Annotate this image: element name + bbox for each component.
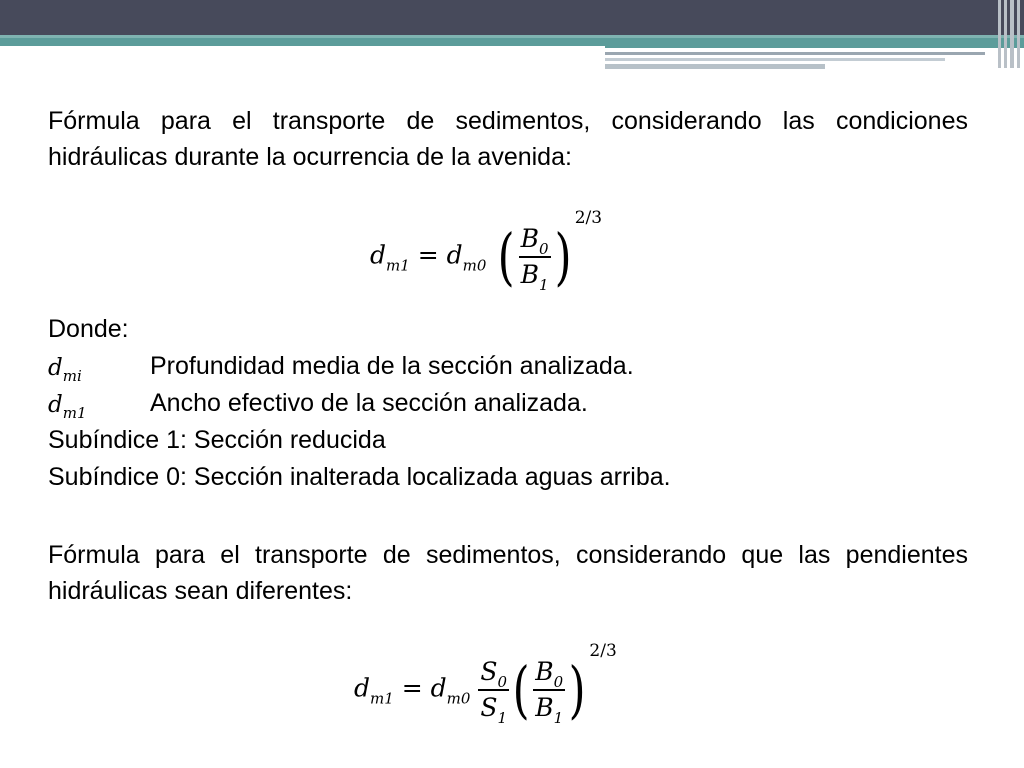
eq1-rhs: d: [446, 240, 463, 270]
equation-pendientes: $d_{m1} = d_{m0}$ $\frac{S_0}{S_1}$ ( $\frac{B_0}{B_1}$ )$^{2/3}$: [354, 641, 617, 727]
definition-text: Profundidad media de la sección analizada.: [150, 352, 634, 380]
eq2-rhs: d: [430, 673, 447, 703]
eq2-frac-den: B: [535, 693, 554, 722]
eq2-slope-fraction: [478, 655, 509, 725]
header-right-bars: [996, 0, 1024, 70]
eq2-s-num: S: [480, 657, 498, 686]
eq2-s-num-sub: 0: [497, 673, 508, 691]
eq1-rhs-sub: m0: [462, 256, 487, 275]
eq2-exponent: 2/3: [589, 641, 617, 661]
definition-text: Ancho efectivo de la sección analizada.: [150, 389, 588, 417]
eq1-frac-num: B: [520, 224, 539, 253]
eq1-equals: =: [417, 240, 439, 270]
eq2-frac-num-sub: 0: [553, 673, 564, 691]
eq1-lhs-sub: m1: [386, 256, 410, 275]
definition-symbol: $d_{mi}$: [48, 355, 82, 385]
eq2-lhs: d: [354, 673, 371, 703]
subindex-1: Subíndice 1: Sección reducida: [48, 426, 386, 454]
paragraph-intro-pendientes: Fórmula para el transporte de sedimentos, considerando que las pendientes hidráulicas sean diferentes:: [48, 541, 968, 605]
equation-avenida: $d_{m1} = d_{m0}$ ( $\frac{B_0}{B_1}$ )$^{2/3}$: [370, 208, 603, 294]
header-accent-line: [605, 58, 945, 61]
header-teal-highlight: [0, 35, 1024, 38]
eq1-frac-num-sub: 0: [538, 240, 549, 258]
header-white-gap: [0, 46, 605, 50]
eq1-lhs: d: [370, 240, 387, 270]
eq2-frac-den-sub: 1: [553, 709, 564, 727]
subindex-0: Subíndice 0: Sección inalterada localizada aguas arriba.: [48, 463, 671, 491]
eq2-width-fraction: [533, 655, 565, 725]
eq2-rhs-sub: m0: [446, 689, 471, 708]
donde-label: Donde:: [48, 315, 129, 343]
eq1-fraction: [519, 222, 551, 292]
eq2-equals: =: [401, 673, 423, 703]
eq1-frac-den: B: [520, 260, 539, 289]
header-accent-line: [605, 52, 985, 55]
header-accent-line: [605, 64, 825, 69]
eq2-lhs-sub: m1: [370, 689, 394, 708]
eq2-frac-num: B: [535, 657, 554, 686]
eq2-s-den: S: [480, 693, 498, 722]
eq1-frac-den-sub: 1: [538, 276, 549, 294]
eq2-s-den-sub: 1: [497, 709, 508, 727]
header-bar: [0, 0, 1024, 35]
paragraph-intro-avenida: Fórmula para el transporte de sedimentos, considerando las condiciones hidráulicas durante la ocurrencia de la avenida:: [48, 107, 968, 171]
definition-symbol: $d_{m1}$: [48, 392, 87, 422]
eq1-exponent: 2/3: [574, 208, 603, 228]
